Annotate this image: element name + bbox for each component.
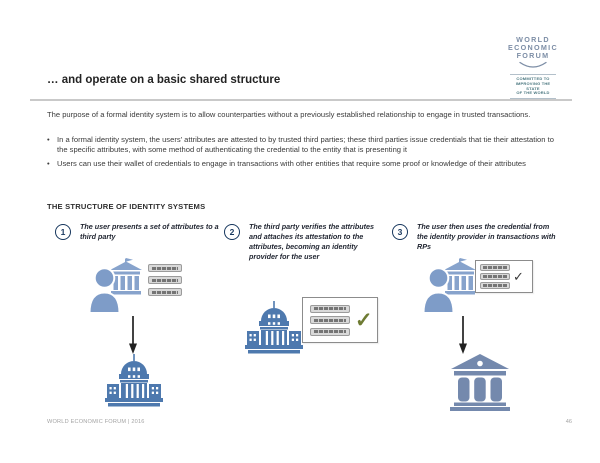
bullet-text: Users can use their wallet of credentials to engage in transactions with other entities that require some proof or knowledge of their attributes: [57, 159, 526, 169]
check-icon: ✓: [355, 308, 373, 332]
step-description: The user presents a set of attributes to a third party: [80, 222, 219, 241]
wef-tagline-line: COMMITTED TO: [516, 76, 550, 81]
user-with-institution-icon: [422, 257, 482, 313]
section-heading: THE STRUCTURE OF IDENTITY SYSTEMS: [47, 202, 206, 211]
user-with-institution-icon: [88, 257, 148, 313]
attribute-bars-stack: [148, 264, 182, 300]
step-description: The third party verifies the attributes and attaches its attestation to the attributes, becoming an identity provider for the user: [249, 222, 375, 261]
attribute-bars-stack: [310, 305, 350, 336]
credential-card: [475, 260, 533, 293]
wef-logo: [498, 36, 568, 99]
attribute-bar: [148, 288, 182, 296]
check-icon: ✓: [513, 269, 524, 284]
wef-tagline: [510, 74, 556, 99]
footer-source: WORLD ECONOMIC FORUM | 2016: [47, 419, 145, 425]
arrow-down-icon: [458, 316, 468, 354]
step-number-badge: 3: [392, 224, 408, 240]
step-column-2: [224, 222, 386, 262]
wef-logo-word: FORUM: [516, 51, 550, 60]
attribute-bar: [310, 316, 350, 324]
step-number-badge: 2: [224, 224, 240, 240]
bullet-dot: •: [47, 135, 50, 144]
page-number: 46: [565, 419, 572, 425]
wef-tagline-line: OF THE WORLD: [516, 90, 550, 96]
attribute-bar: [310, 305, 350, 313]
page-title: … and operate on a basic shared structure: [47, 74, 281, 86]
bank-icon: [449, 354, 511, 411]
step-column-1: [55, 222, 226, 242]
attribute-bar: [480, 282, 510, 289]
arrow-down-icon: [128, 316, 138, 354]
bullet-text: In a formal identity system, the users’ attributes are attested to by trusted third parties; these third parties issue credentials that tie their attestation to the specific attributes, with some method of authenticating the credential to the entity that is presenting it: [57, 135, 554, 154]
bullet-item: [47, 135, 563, 154]
capitol-building-icon: [244, 301, 304, 358]
wef-tagline-line: IMPROVING THE STATE: [515, 80, 551, 91]
attribute-bar: [310, 328, 350, 336]
intro-bullet-list: [47, 135, 563, 169]
step-number-badge: 1: [55, 224, 71, 240]
title-divider: [30, 99, 572, 101]
attribute-bar: [480, 264, 510, 271]
attribute-bar: [480, 273, 510, 280]
wef-logo-word: WORLD: [516, 35, 550, 44]
step-description: The user then uses the credential from the identity provider in transactions with RPs: [417, 222, 556, 251]
logo-swoosh-icon: [518, 61, 548, 71]
attribute-bars-stack: [480, 264, 510, 289]
intro-paragraph: The purpose of a formal identity system is to allow counterparties without a previously established relationship to engage in trusted transactions.: [47, 110, 531, 119]
bullet-item: [47, 159, 563, 169]
attribute-bar: [148, 276, 182, 284]
wef-logo-word: ECONOMIC: [508, 43, 558, 52]
credential-card: [302, 297, 378, 343]
step-column-3: [392, 222, 557, 252]
attribute-bar: [148, 264, 182, 272]
bullet-dot: •: [47, 159, 50, 169]
capitol-building-icon: [104, 354, 164, 411]
